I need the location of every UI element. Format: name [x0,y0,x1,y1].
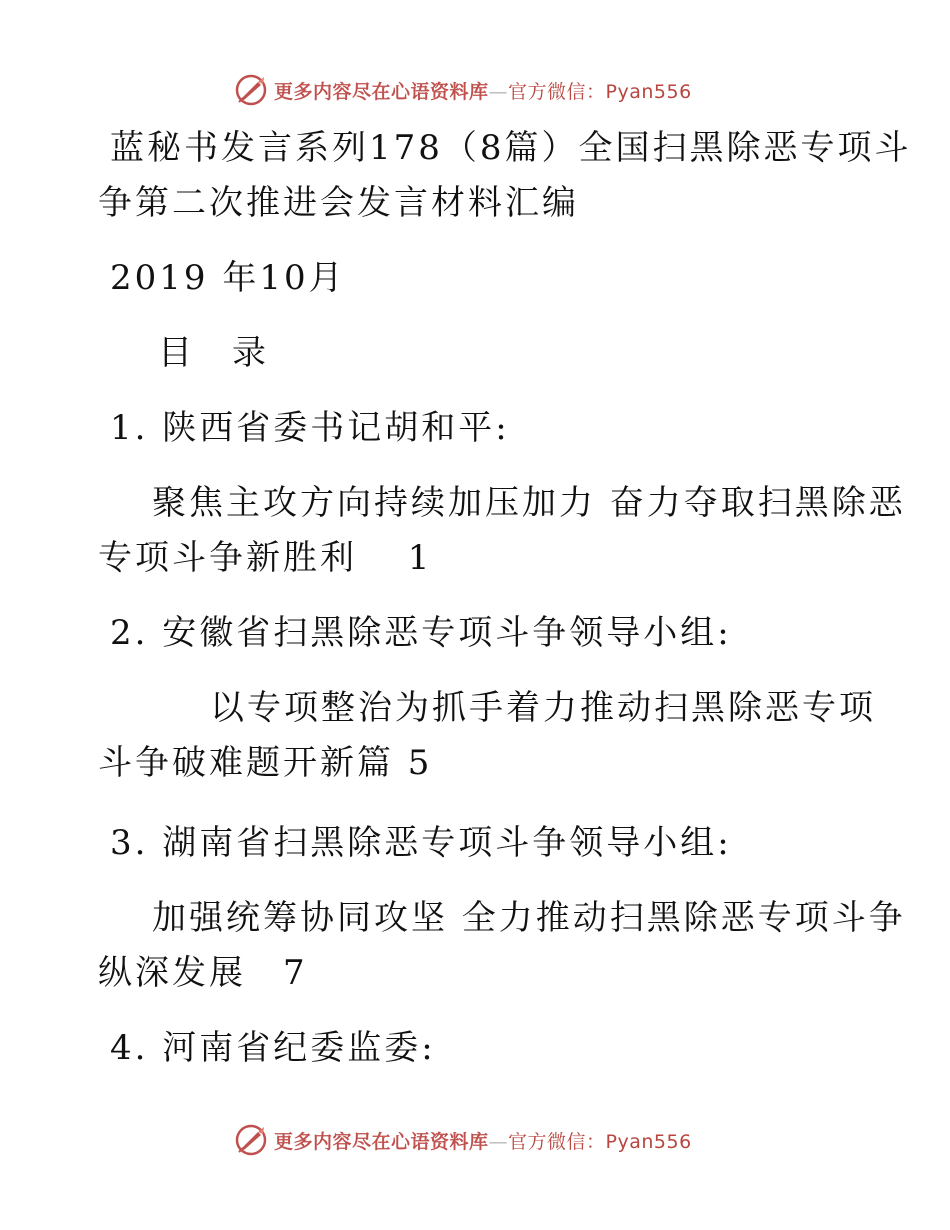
document-date: 2019 年10月 [110,258,346,298]
document-title-line-1: 蓝秘书发言系列178（8篇）全国扫黑除恶专项斗 [110,128,912,168]
banner-dash: — [488,80,509,103]
document-title-line-2: 争第二次推进会发言材料汇编 [98,183,579,223]
toc-item-1-text-line-1: 聚焦主攻方向持续加压加力 奋力夺取扫黑除恶 [152,483,906,523]
banner-main-text: 更多内容尽在心语资料库 [274,1130,489,1153]
banner-contact-text: 官方微信：Pyan556 [508,1130,692,1153]
footer-watermark-banner [234,1123,692,1157]
toc-item-1-label: 1. 陕西省委书记胡和平: [110,408,510,448]
toc-heading: 目 录 [158,333,269,373]
quill-logo-icon [234,1123,268,1157]
toc-item-3-text-line-2: 纵深发展 7 [98,953,308,993]
toc-item-2-text-line-1: 以专项整治为抓手着力推动扫黑除恶专项 [210,688,876,728]
header-watermark-banner [234,73,692,107]
toc-item-3-text-line-1: 加强统筹协同攻坚 全力推动扫黑除恶专项斗争 [152,898,906,938]
toc-item-3-label: 3. 湖南省扫黑除恶专项斗争领导小组: [110,823,732,863]
quill-logo-icon [234,73,268,107]
toc-item-4-label: 4. 河南省纪委监委: [110,1028,436,1068]
toc-item-2-label: 2. 安徽省扫黑除恶专项斗争领导小组: [110,613,732,653]
banner-main-text: 更多内容尽在心语资料库 [274,80,489,103]
banner-dash: — [488,1130,509,1153]
toc-item-1-text-line-2: 专项斗争新胜利 1 [98,538,433,578]
toc-item-2-text-line-2: 斗争破难题开新篇 5 [98,743,433,783]
banner-contact-text: 官方微信：Pyan556 [508,80,692,103]
